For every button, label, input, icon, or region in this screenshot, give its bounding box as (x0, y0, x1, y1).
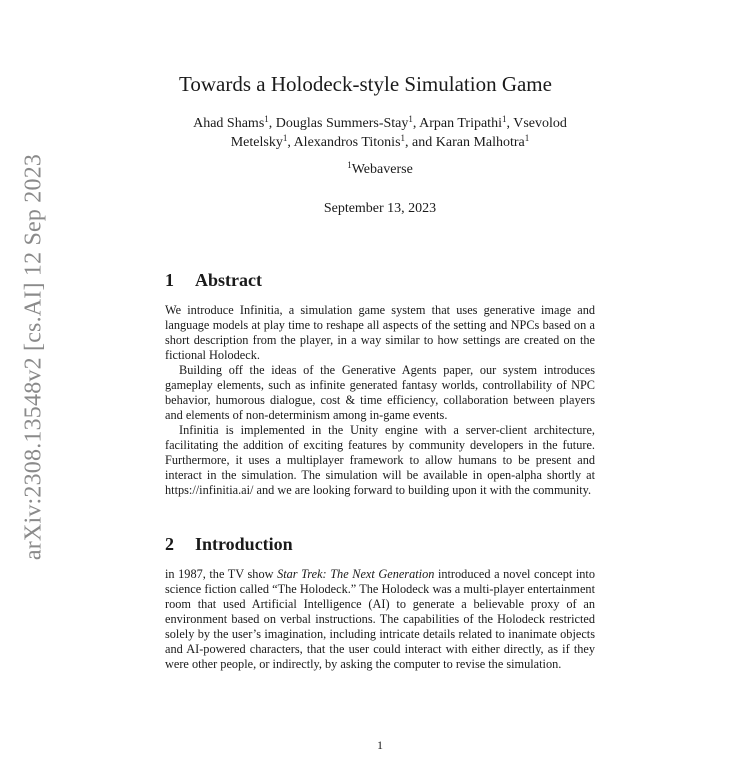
author-separator: , (412, 116, 420, 131)
text-run: introduced a novel concept into science fiction called “The Holodeck.” The Holodeck was a multi-player entertainment room that used Artificial Intelligence (AI) to generate a believable proxy of an environment based on verbal instructions. The capabilities of the Holodeck restricted solely by the user’s imagination, including intricate details related to inanimate objects and AI-powered characters, that the user could interact with either directly, as if they were other people, or indirectly, by asking the computer to revise the simulation. (165, 567, 595, 671)
section-heading-introduction (165, 534, 293, 555)
text-run: Building off the ideas of the Generative Agents paper, our system introduces gameplay elements, such as infinite generated fantasy worlds, controllability of NPC behavior, humorous dialogue, cost & time efficiency, collaboration between players and elements of non-determinism among in-game events. (165, 363, 595, 422)
page-number: 1 (377, 738, 383, 752)
author-affiliation-marker: 1 (282, 133, 288, 143)
author-name: Metelsky (230, 135, 283, 150)
author-separator: , (506, 116, 514, 131)
paragraph (165, 567, 595, 672)
author-affiliation-marker: 1 (264, 114, 269, 124)
section-number: 2 (165, 534, 174, 554)
author-affiliation-marker: 1 (524, 133, 530, 143)
author-name: Vsevolod (513, 116, 567, 131)
paragraph (165, 303, 595, 363)
paper-date: September 13, 2023 (323, 201, 437, 216)
affiliation-marker: 1 (347, 160, 352, 170)
author-name: Douglas Summers-Stay (275, 116, 409, 131)
author-separator: , (287, 135, 294, 150)
author-separator: , (268, 116, 276, 131)
author-affiliation-marker: 1 (400, 133, 406, 143)
affiliation-name: Webaverse (351, 162, 413, 177)
section-heading-abstract (165, 270, 262, 291)
author-name: Alexandros Titonis (293, 135, 401, 150)
author-separator: , and (405, 135, 436, 150)
section-number: 1 (165, 270, 174, 290)
paragraph (165, 423, 595, 498)
author-affiliation-marker: 1 (408, 114, 413, 124)
text-run: in 1987, the TV show (165, 567, 278, 581)
paper-title: Towards a Holodeck-style Simulation Game (179, 72, 552, 96)
abstract-body (165, 303, 595, 498)
arxiv-identifier-stamp: arXiv:2308.13548v2 [cs.AI] 12 Sep 2023 (20, 153, 47, 561)
author-name: Ahad Shams (193, 116, 265, 131)
author-list (150, 114, 610, 152)
section-title: Abstract (195, 270, 262, 290)
section-title: Introduction (195, 534, 293, 554)
text-run: Infinitia is implemented in the Unity engine with a server-client architecture, facilitating the addition of exciting features by community developers in the future. Furthermore, it uses a multiplayer framework to allow humans to be present and interact in the simulation. The simulation will be available in open-alpha shortly at https://infinitia.ai/ and we are looking forward to building upon it with the community. (165, 423, 595, 497)
italic-text: Star Trek: The Next Generation (277, 567, 435, 581)
author-name: Karan Malhotra (435, 135, 525, 150)
introduction-body (165, 567, 595, 672)
author-line-1 (150, 114, 610, 133)
author-line-2 (150, 133, 610, 152)
paragraph (165, 363, 595, 423)
text-run: We introduce Infinitia, a simulation game system that uses generative image and language models at play time to reshape all aspects of the setting and NPCs based on a short description from the player, in a way similar to how settings are created on the fictional Holodeck. (165, 303, 595, 362)
author-name: Arpan Tripathi (419, 116, 502, 131)
affiliation (0, 162, 731, 178)
author-affiliation-marker: 1 (501, 114, 507, 124)
